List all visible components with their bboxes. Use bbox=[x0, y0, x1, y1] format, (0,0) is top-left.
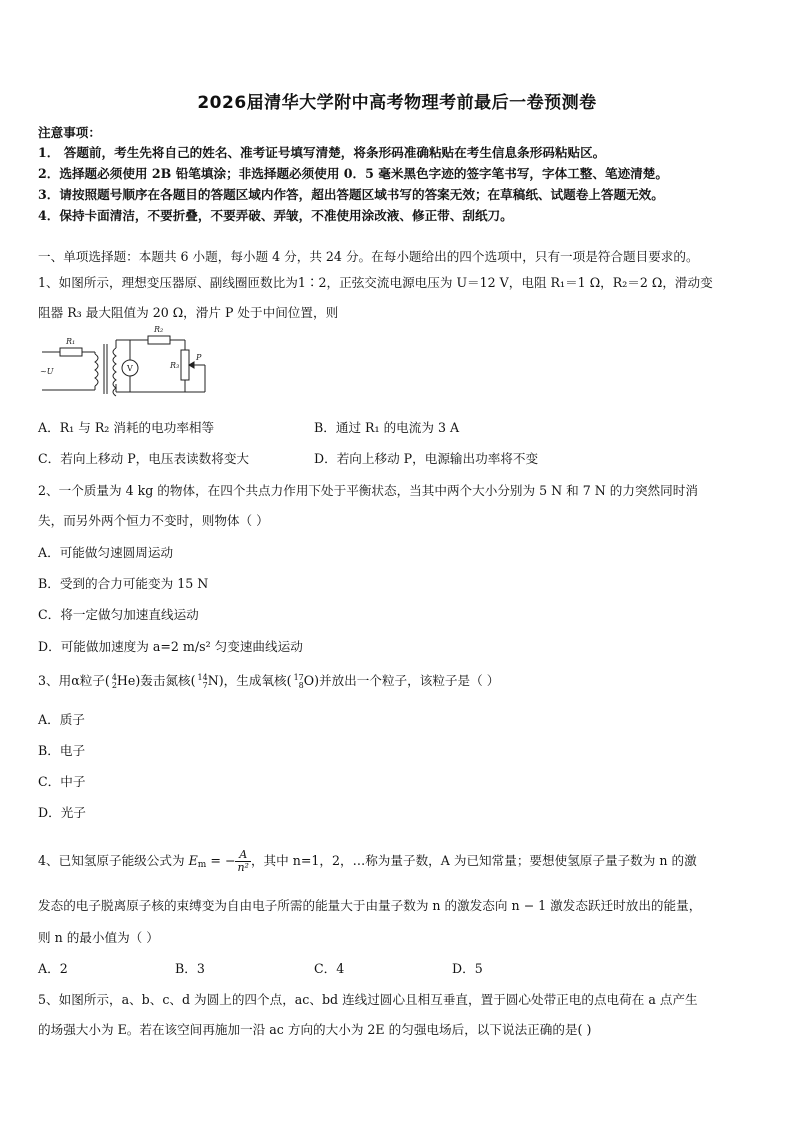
q1-stem-line1: 1、如图所示，理想变压器原、副线圈匝数比为1∶2，正弦交流电源电压为 U＝12 V，电阻 R₁＝1 Ω，R₂＝2 Ω，滑动变 bbox=[38, 275, 713, 290]
q2-stem-line1: 2、一个质量为 4 kg 的物体，在四个共点力作用下处于平衡状态，当其中两个大小分别为 5 N 和 7 N 的力突然同时消 bbox=[38, 483, 698, 498]
notice-item-4: 4．保持卡面清洁，不要折叠，不要弄破、弄皱，不准使用涂改液、修正带、刮纸刀。 bbox=[38, 208, 513, 223]
q1-option-d[interactable]: D．若向上移动 P，电源输出功率将不变 bbox=[314, 451, 539, 466]
notice-item-2: 2．选择题必须使用 2B 铅笔填涂；非选择题必须使用 0．5 毫米黑色字迹的签字笔书写，字体工整、笔迹清楚。 bbox=[38, 166, 668, 181]
q3-stem bbox=[38, 670, 499, 690]
o-symbol: O bbox=[303, 673, 315, 688]
formula-e: E bbox=[188, 853, 198, 868]
q4-option-b[interactable]: B．3 bbox=[175, 961, 205, 976]
q5-stem-line1: 5、如图所示，a、b、c、d 为圆上的四个点，ac、bd 连线过圆心且相互垂直，置于圆心处带正电的点电荷在 a 点产生 bbox=[38, 992, 698, 1007]
q3-option-d[interactable]: D．光子 bbox=[38, 805, 86, 820]
q4-stem-line2: 发态的电子脱离原子核的束缚变为自由电子所需的能量大于由量子数为 n 的激发态向 n − 1 激发态跃迁时放出的能量， bbox=[38, 898, 702, 913]
circuit-label-r1: R₁ bbox=[66, 337, 76, 346]
q5-stem-line2: 的场强大小为 E。若在该空间再施加一沿 ac 方向的大小为 2E 的匀强电场后，以下说法正确的是( ) bbox=[38, 1022, 592, 1037]
q2-option-a[interactable]: A．可能做匀速圆周运动 bbox=[38, 545, 174, 560]
n-mass: 14 bbox=[197, 672, 208, 682]
formula-num: A bbox=[235, 849, 251, 862]
notice-item-1: 1． 答题前，考生先将自己的姓名、准考证号填写清楚，将条形码准确粘贴在考生信息条形码粘贴区。 bbox=[38, 145, 606, 160]
he-z: 2 bbox=[111, 680, 117, 690]
q1-option-c[interactable]: C．若向上移动 P，电压表读数将变大 bbox=[38, 451, 250, 466]
q4-stem-pre: 4、已知氢原子能级公式为 bbox=[38, 853, 189, 868]
exam-title: 2026届清华大学附中高考物理考前最后一卷预测卷 bbox=[197, 93, 597, 113]
formula-fraction bbox=[235, 849, 251, 874]
n-z: 7 bbox=[202, 680, 208, 690]
he-symbol: He bbox=[116, 673, 136, 688]
q3-oxygen-nuclide bbox=[294, 674, 304, 690]
q3-stem-prefix: 3、用α粒子( bbox=[38, 673, 110, 688]
q4-stem-line1 bbox=[38, 849, 697, 874]
q1-options-row2 bbox=[38, 448, 539, 467]
q4-option-d[interactable]: D．5 bbox=[452, 961, 483, 976]
q2-option-b[interactable]: B．受到的合力可能变为 15 N bbox=[38, 576, 209, 591]
q2-stem-line2: 失，而另外两个恒力不变时，则物体（ ） bbox=[38, 513, 269, 528]
q3-stem-mid1: )轰击氮核( bbox=[135, 673, 196, 688]
q1-stem-line2: 阻器 R₃ 最大阻值为 20 Ω，滑片 P 处于中间位置，则 bbox=[38, 305, 339, 320]
q4-stem-line3: 则 n 的最小值为（ ） bbox=[38, 930, 159, 945]
q4-stem-post: ，其中 n=1，2，…称为量子数，A 为已知常量；要想使氢原子量子数为 n 的激 bbox=[250, 853, 697, 868]
circuit-label-u: ~U bbox=[40, 367, 54, 376]
he-mass: 4 bbox=[111, 672, 117, 682]
q1-option-a[interactable]: A．R₁ 与 R₂ 消耗的电功率相等 bbox=[38, 420, 215, 435]
q3-stem-mid2: )，生成氧核( bbox=[218, 673, 292, 688]
section-heading: 一、单项选择题：本题共 6 小题，每小题 4 分，共 24 分。在每小题给出的四个选项中，只有一项是符合题目要求的。 bbox=[38, 249, 699, 264]
q3-option-b[interactable]: B．电子 bbox=[38, 743, 86, 758]
o-z: 8 bbox=[298, 680, 304, 690]
circuit-label-v: V bbox=[127, 364, 133, 373]
notice-heading: 注意事项： bbox=[38, 125, 101, 140]
q1-circuit-diagram bbox=[40, 322, 220, 397]
n-symbol: N bbox=[207, 673, 219, 688]
q3-nitrogen-nuclide bbox=[198, 674, 208, 690]
q3-option-c[interactable]: C．中子 bbox=[38, 774, 86, 789]
o-mass: 17 bbox=[293, 672, 304, 682]
notice-item-3: 3．请按照题号顺序在各题目的答题区域内作答，超出答题区域书写的答案无效；在草稿纸、试题卷上答题无效。 bbox=[38, 187, 664, 202]
q4-option-c[interactable]: C．4 bbox=[314, 961, 345, 976]
formula-sub: m bbox=[197, 860, 207, 870]
q2-option-d[interactable]: D．可能做加速度为 a=2 m/s² 匀变速曲线运动 bbox=[38, 639, 303, 654]
circuit-label-r3: R₃ bbox=[170, 361, 180, 370]
q2-option-c[interactable]: C．将一定做匀加速直线运动 bbox=[38, 607, 199, 622]
formula-eq: = − bbox=[206, 853, 236, 868]
q3-option-a[interactable]: A．质子 bbox=[38, 712, 85, 727]
q4-option-a[interactable]: A．2 bbox=[38, 961, 68, 976]
q1-option-b[interactable]: B．通过 R₁ 的电流为 3 A bbox=[314, 420, 460, 435]
circuit-label-p: P bbox=[196, 353, 202, 362]
formula-den: n² bbox=[237, 861, 249, 874]
q3-stem-suffix: )并放出一个粒子，该粒子是（ ） bbox=[314, 673, 500, 688]
q1-options-row1 bbox=[38, 417, 460, 436]
circuit-label-r2: R₂ bbox=[154, 325, 164, 334]
